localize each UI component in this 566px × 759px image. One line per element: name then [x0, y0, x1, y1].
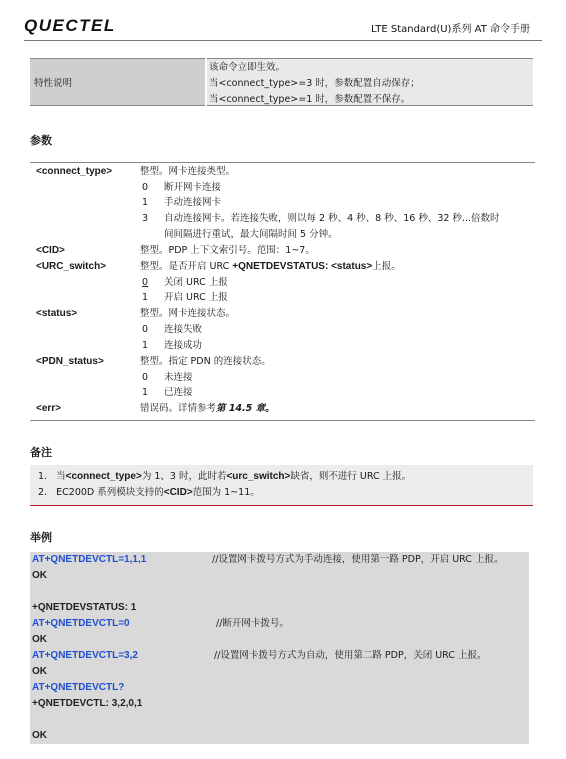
param-value: 1	[142, 197, 149, 208]
header-divider	[24, 40, 542, 41]
example-comment: //断开网卡拨号。	[216, 618, 289, 629]
note-text: EC200D 系列模块支持的	[56, 487, 164, 498]
param-value-desc: 关闭 URC 上报	[164, 277, 228, 288]
param-value-desc-continued: 间间隔进行重试，最大间隔时间 5 分钟。	[164, 229, 338, 240]
param-value: 3	[142, 213, 149, 224]
note-param: <connect_type>	[65, 471, 142, 482]
notes-box	[30, 465, 533, 506]
characteristics-line: 该命令立即生效。	[209, 62, 286, 73]
characteristics-table	[30, 58, 533, 106]
param-desc	[140, 259, 401, 275]
note-param: <urc_switch>	[226, 471, 291, 482]
param-desc: 整型。网卡连接类型。	[140, 166, 236, 177]
example-command: AT+QNETDEVCTL=3,2	[32, 650, 138, 661]
example-response: OK	[32, 634, 47, 645]
param-name-connect-type: <connect_type>	[36, 166, 113, 177]
note-text: 为 1、3 时，此时若	[141, 471, 227, 482]
note-param: <CID>	[163, 487, 193, 498]
param-name-err: <err>	[36, 403, 62, 414]
notes-heading: 备注	[30, 446, 52, 459]
param-value: 0	[142, 324, 149, 335]
param-value-desc: 开启 URC 上报	[164, 292, 228, 303]
param-desc: 整型。PDP 上下文索引号。范围：1~7。	[140, 245, 315, 256]
param-value-desc: 连接失败	[164, 324, 203, 335]
param-desc-text: 上报。	[372, 261, 401, 272]
quectel-logo: QUECTEL	[24, 16, 116, 35]
param-value-desc: 手动连接网卡	[164, 197, 222, 208]
example-urc: +QNETDEVSTATUS: 1	[32, 602, 137, 613]
param-value-desc: 未连接	[164, 372, 193, 383]
characteristics-line: 当<connect_type>=3 时，参数配置自动保存；	[209, 78, 420, 89]
param-value-desc: 断开网卡连接	[164, 182, 222, 193]
example-command: AT+QNETDEVCTL=0	[32, 618, 130, 629]
note-item	[38, 485, 260, 500]
example-code-block	[30, 552, 529, 744]
param-name-cid: <CID>	[36, 245, 65, 256]
characteristics-line: 当<connect_type>=1 时，参数配置不保存。	[209, 94, 411, 105]
note-number: 1.	[38, 471, 48, 482]
example-heading: 举例	[30, 531, 52, 544]
param-value-desc: 已连接	[164, 387, 193, 398]
chapter-reference: 第 14.5 章。	[216, 403, 275, 414]
param-desc-text: 整型。是否开启 URC	[140, 261, 233, 272]
param-value: 1	[142, 387, 149, 398]
example-response: OK	[32, 570, 47, 581]
param-default-value: 0	[142, 277, 149, 288]
param-value-desc: 连接成功	[164, 340, 203, 351]
note-text: 当	[56, 471, 66, 482]
param-value: 0	[142, 182, 149, 193]
urc-format: +QNETDEVSTATUS: <status>	[232, 261, 373, 272]
param-name-urc-switch: <URC_switch>	[36, 261, 107, 272]
example-response: +QNETDEVCTL: 3,2,0,1	[32, 698, 143, 709]
parameters-table	[30, 162, 535, 421]
param-name-pdn-status: <PDN_status>	[36, 356, 104, 367]
example-command: AT+QNETDEVCTL?	[32, 682, 125, 693]
example-response: OK	[32, 666, 47, 677]
note-text: 范围为 1~11。	[192, 487, 260, 498]
characteristics-label: 特性说明	[30, 58, 205, 106]
example-comment: //设置网卡拨号方式为手动连接，使用第一路 PDP，开启 URC 上报。	[212, 554, 504, 565]
param-value: 1	[142, 340, 149, 351]
param-desc: 整型。指定 PDN 的连接状态。	[140, 356, 271, 367]
parameters-heading: 参数	[30, 134, 52, 147]
param-value: 0	[142, 372, 149, 383]
example-comment: //设置网卡拨号方式为自动，使用第二路 PDP，关闭 URC 上报。	[214, 650, 487, 661]
note-item	[38, 469, 411, 484]
example-response: OK	[32, 730, 47, 741]
param-desc-text: 错误码。详情参考	[140, 403, 217, 414]
param-name-status: <status>	[36, 308, 78, 319]
param-desc	[140, 401, 275, 417]
example-command: AT+QNETDEVCTL=1,1,1	[32, 554, 147, 565]
param-value: 1	[142, 292, 149, 303]
param-desc: 整型。网卡连接状态。	[140, 308, 236, 319]
characteristics-value	[207, 58, 533, 106]
param-value-desc: 自动连接网卡。若连接失败，则以每 2 秒、4 秒、8 秒、16 秒、32 秒...倍数时	[164, 213, 500, 224]
note-text: 缺省，则不进行 URC 上报。	[290, 471, 412, 482]
note-number: 2.	[38, 487, 48, 498]
document-title: LTE Standard(U)系列 AT 命令手册	[371, 24, 530, 35]
